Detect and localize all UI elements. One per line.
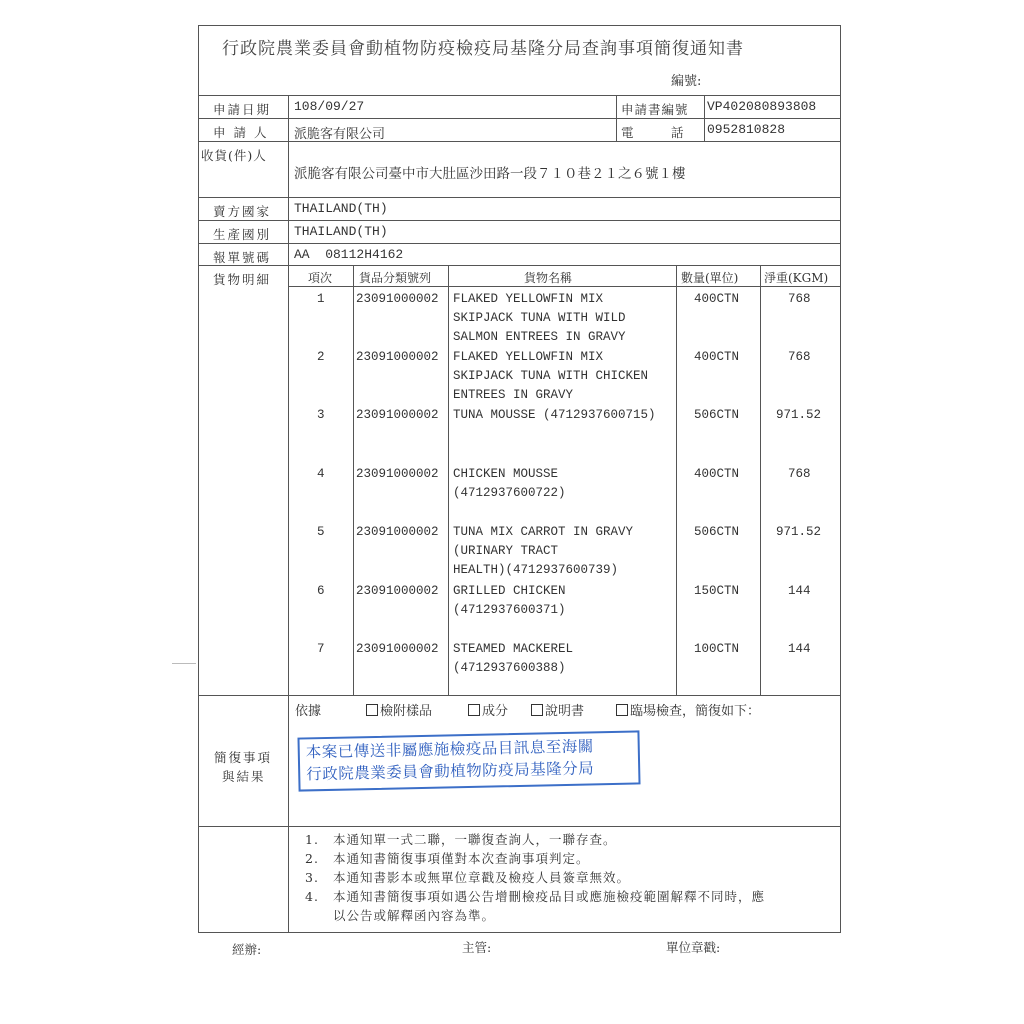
checkbox-sample[interactable] <box>366 704 378 716</box>
applicant-label: 申 請 人 <box>213 125 269 140</box>
frame-right <box>840 25 841 933</box>
table-row-4-name-1: CHICKEN MOUSSE <box>453 467 559 481</box>
phone-label: 電 話 <box>621 125 684 140</box>
note-2-text: 本通知書簡復事項僅對本次查詢事項判定。 <box>333 851 590 866</box>
table-row-4-qty: 400CTN <box>694 467 740 481</box>
note-4-continuation: 以公告或解釋函內容為準。 <box>333 908 496 923</box>
header-qty: 數量(單位) <box>681 271 739 285</box>
seller-country-value: THAILAND(TH) <box>294 201 388 216</box>
table-row-1-code: 23091000002 <box>356 292 439 306</box>
reply-label-line2: 與結果 <box>222 769 266 784</box>
table-row-2-qty: 400CTN <box>694 350 740 364</box>
table-row-5-name-1: TUNA MIX CARROT IN GRAVY <box>453 525 634 539</box>
table-row-3-no: 3 <box>317 408 325 422</box>
table-row-1-name-3: SALMON ENTREES IN GRAVY <box>453 330 626 344</box>
header-code: 貨品分類號列 <box>359 271 432 285</box>
table-row-7-code: 23091000002 <box>356 642 439 656</box>
table-row-2-name-3: ENTREES IN GRAVY <box>453 388 574 402</box>
table-row-7-weight: 144 <box>788 642 811 656</box>
page-title: 行政院農業委員會動植物防疫檢疫局基隆分局查詢事項簡復通知書 <box>222 39 744 59</box>
table-row-7-qty: 100CTN <box>694 642 740 656</box>
note-3-num: 3. <box>305 870 319 885</box>
note-4-text: 本通知書簡復事項如遇公告增刪檢疫品目或應施檢疫範圍解釋不同時，應 <box>333 889 766 904</box>
frame-bottom <box>198 932 841 933</box>
checkbox-manual[interactable] <box>531 704 543 716</box>
table-row-1-weight: 768 <box>788 292 811 306</box>
table-row-5-code: 23091000002 <box>356 525 439 539</box>
goods-label: 貨物明細 <box>213 272 272 287</box>
table-row-2-name-1: FLAKED YELLOWFIN MIX <box>453 350 604 364</box>
note-1-num: 1. <box>305 832 319 847</box>
consignee-label: 收貨(件)人 <box>201 148 267 163</box>
apply-date-value: 108/09/27 <box>294 99 365 114</box>
table-row-1-name-2: SKIPJACK TUNA WITH WILD <box>453 311 626 325</box>
application-no-value: VP402080893808 <box>707 99 817 114</box>
frame-top <box>198 25 841 26</box>
table-row-6-weight: 144 <box>788 584 811 598</box>
table-row-3-name-1: TUNA MOUSSE (4712937600715) <box>453 408 656 422</box>
checkbox-onsite[interactable] <box>616 704 628 716</box>
consignee-value: 派脆客有限公司臺中市大肚區沙田路一段７１０巷２１之６號１樓 <box>294 166 686 182</box>
scan-mark <box>172 663 196 664</box>
note-3-text: 本通知書影本或無單位章戳及檢疫人員簽章無效。 <box>333 870 631 885</box>
table-row-5-no: 5 <box>317 525 325 539</box>
quarantine-stamp <box>297 730 640 791</box>
table-row-4-no: 4 <box>317 467 325 481</box>
table-row-7-no: 7 <box>317 642 325 656</box>
table-row-5-name-3: HEALTH)(4712937600739) <box>453 563 619 577</box>
table-row-5-weight: 971.52 <box>776 525 822 539</box>
footer-handler: 經辦: <box>232 942 262 957</box>
note-4-num: 4. <box>305 889 319 904</box>
applicant-value: 派脆客有限公司 <box>294 127 386 142</box>
table-row-6-name-1: GRILLED CHICKEN <box>453 584 566 598</box>
apply-date-label: 申請日期 <box>213 102 272 117</box>
stamp-line1: 本案已傳送非屬應施檢疫品目訊息至海關 <box>305 737 594 762</box>
declaration-label: 報單號碼 <box>213 250 272 265</box>
table-row-5-name-2: (URINARY TRACT <box>453 544 559 558</box>
table-row-1-name-1: FLAKED YELLOWFIN MIX <box>453 292 604 306</box>
frame-left <box>198 25 199 933</box>
table-row-3-qty: 506CTN <box>694 408 740 422</box>
option-onsite: 臨場檢查，簡復如下： <box>616 700 760 719</box>
declaration-value: AA 08112H4162 <box>294 247 404 262</box>
option-ingredients: 成分 <box>468 700 508 719</box>
table-row-2-weight: 768 <box>788 350 811 364</box>
phone-value: 0952810828 <box>707 122 786 137</box>
table-row-6-code: 23091000002 <box>356 584 439 598</box>
stamp-line2: 行政院農業委員會動植物防疫局基隆分局 <box>306 759 595 784</box>
note-2-num: 2. <box>305 851 319 866</box>
table-row-7-name-2: (4712937600388) <box>453 661 566 675</box>
header-name: 貨物名稱 <box>524 271 573 285</box>
table-row-2-no: 2 <box>317 350 325 364</box>
table-row-2-code: 23091000002 <box>356 350 439 364</box>
table-row-4-name-2: (4712937600722) <box>453 486 566 500</box>
table-row-4-code: 23091000002 <box>356 467 439 481</box>
header-weight: 淨重(KGM) <box>764 271 829 285</box>
table-row-3-code: 23091000002 <box>356 408 439 422</box>
basis-label: 依據 <box>295 704 322 719</box>
footer-supervisor: 主管: <box>462 940 492 955</box>
table-row-4-weight: 768 <box>788 467 811 481</box>
table-row-6-name-2: (4712937600371) <box>453 603 566 617</box>
checkbox-ingredients[interactable] <box>468 704 480 716</box>
table-row-7-name-1: STEAMED MACKEREL <box>453 642 574 656</box>
seller-country-label: 賣方國家 <box>213 204 272 219</box>
serial-label: 編號: <box>671 74 702 89</box>
origin-label: 生產國別 <box>213 227 272 242</box>
table-row-5-qty: 506CTN <box>694 525 740 539</box>
option-manual: 說明書 <box>531 700 584 719</box>
table-row-2-name-2: SKIPJACK TUNA WITH CHICKEN <box>453 369 649 383</box>
table-row-6-qty: 150CTN <box>694 584 740 598</box>
origin-value: THAILAND(TH) <box>294 224 388 239</box>
table-row-6-no: 6 <box>317 584 325 598</box>
table-row-3-weight: 971.52 <box>776 408 822 422</box>
table-row-1-no: 1 <box>317 292 325 306</box>
header-no: 項次 <box>308 271 333 285</box>
note-1-text: 本通知單一式二聯，一聯復查詢人，一聯存查。 <box>333 832 617 847</box>
table-row-1-qty: 400CTN <box>694 292 740 306</box>
footer-unit-stamp: 單位章戳: <box>666 940 721 955</box>
application-no-label: 申請書編號 <box>621 102 689 117</box>
reply-label-line1: 簡復事項 <box>214 750 273 765</box>
option-sample: 檢附樣品 <box>366 700 432 719</box>
